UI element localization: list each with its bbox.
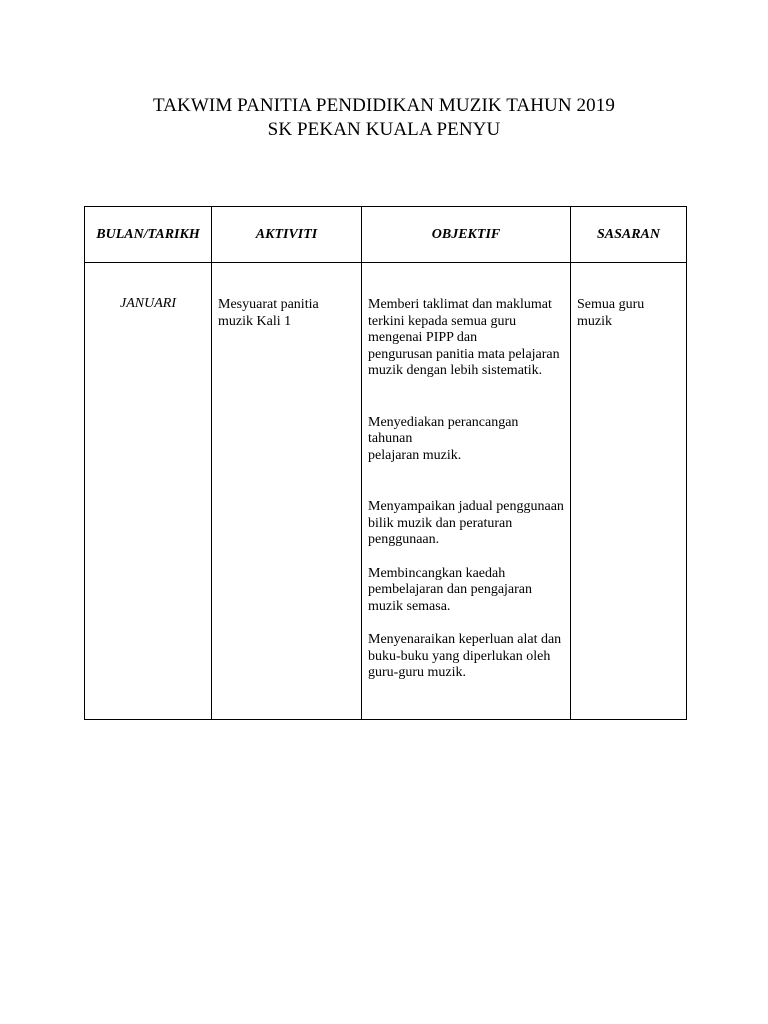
objektif-line: terkini kepada semua guru bbox=[368, 313, 517, 329]
objektif-line: muzik semasa. bbox=[368, 598, 451, 614]
objektif-line: Menyampaikan jadual penggunaan bbox=[368, 499, 564, 514]
cell-sasaran bbox=[571, 263, 687, 720]
objektif-item bbox=[368, 632, 566, 682]
sasaran-line: muzik bbox=[577, 313, 612, 329]
objektif-line: pembelajaran dan pengajaran bbox=[368, 582, 533, 597]
objektif-line: muzik dengan lebih sistematik. bbox=[368, 363, 543, 378]
objektif-line: guru-guru muzik. bbox=[368, 665, 466, 680]
header-bulan-tarikh: BULAN/TARIKH bbox=[85, 207, 212, 263]
objektif-item bbox=[368, 415, 566, 465]
title-line-2: SK PEKAN KUALA PENYU bbox=[267, 119, 501, 140]
header-sasaran: SASARAN bbox=[571, 207, 687, 263]
objektif-item bbox=[368, 499, 566, 549]
objektif-line: mengenai PIPP dan bbox=[368, 330, 478, 345]
aktiviti-line: muzik Kali 1 bbox=[218, 313, 292, 329]
header-aktiviti: AKTIVITI bbox=[212, 207, 362, 263]
objektif-line: pengurusan panitia mata pelajaran bbox=[368, 346, 560, 362]
objektif-line: pelajaran muzik. bbox=[368, 447, 462, 463]
header-objektif: OBJEKTIF bbox=[362, 207, 571, 263]
month-label: JANUARI bbox=[120, 296, 176, 311]
objektif-item bbox=[368, 297, 566, 380]
document-title bbox=[0, 94, 768, 142]
objektif-line: penggunaan. bbox=[368, 532, 440, 547]
objektif-item bbox=[368, 566, 566, 616]
table-header-row bbox=[85, 207, 687, 263]
objektif-line: Menyenaraikan keperluan alat dan bbox=[368, 632, 562, 647]
table-row bbox=[85, 263, 687, 720]
objektif-line: buku-buku yang diperlukan oleh bbox=[368, 648, 551, 664]
objektif-line: Memberi taklimat dan maklumat bbox=[368, 297, 552, 312]
cell-aktiviti bbox=[212, 263, 362, 720]
schedule-table bbox=[84, 206, 687, 720]
objektif-line: bilik muzik dan peraturan bbox=[368, 515, 513, 531]
cell-objektif bbox=[362, 263, 571, 720]
objektif-line: Membincangkan kaedah bbox=[368, 565, 506, 581]
sasaran-line: Semua guru bbox=[577, 297, 645, 312]
objektif-line: Menyediakan perancangan tahunan bbox=[368, 414, 519, 446]
cell-bulan bbox=[85, 263, 212, 720]
aktiviti-line: Mesyuarat panitia bbox=[218, 297, 319, 312]
title-line-1: TAKWIM PANITIA PENDIDIKAN MUZIK TAHUN 2019 bbox=[153, 95, 615, 116]
